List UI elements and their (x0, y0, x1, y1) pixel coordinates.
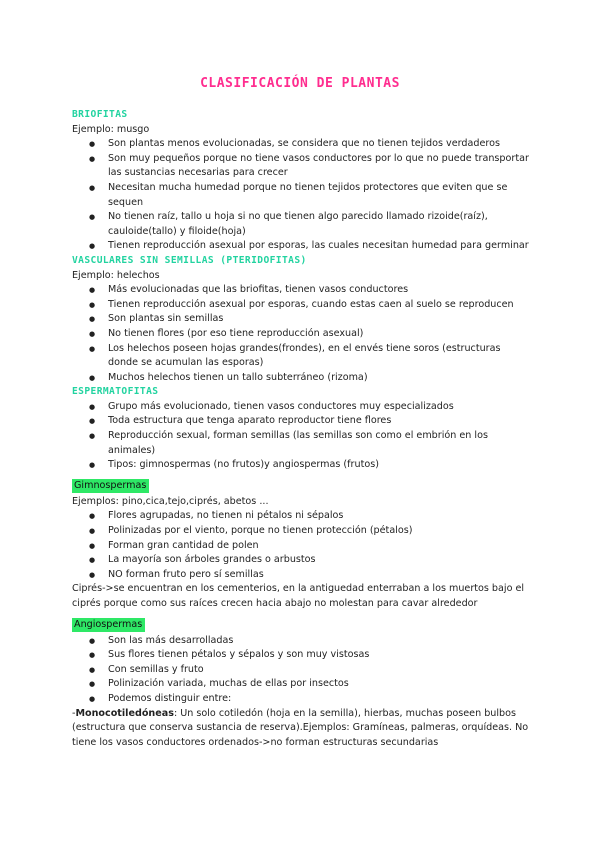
list-item: ● Son las más desarrolladas (72, 634, 532, 649)
monocotiledoneas-paragraph (72, 707, 532, 751)
list-espermatofitas (72, 400, 532, 473)
mono-prefix: - (72, 707, 76, 719)
list-item: ● Polinización variada, muchas de ellas por insectos (72, 677, 532, 692)
heading-briofitas: BRIOFITAS (72, 109, 128, 120)
list-angiospermas (72, 634, 532, 707)
list-item: ● Forman gran cantidad de polen (72, 539, 532, 554)
page-title: CLASIFICACIÓN DE PLANTAS (200, 76, 400, 91)
list-item: ● Tienen reproducción asexual por esporas, cuando estas caen al suelo se reproducen (72, 298, 532, 313)
list-item: ● Con semillas y fruto (72, 663, 532, 678)
heading-angiospermas-wrap (72, 618, 532, 634)
list-gimnospermas (72, 509, 532, 582)
list-briofitas (72, 137, 532, 254)
list-item: ● Muchos helechos tienen un tallo subterráneo (rizoma) (72, 371, 532, 386)
list-item: ● Flores agrupadas, no tienen ni pétalos ni sépalos (72, 509, 532, 524)
list-item: ● Reproducción sexual, forman semillas (las semillas son como el embrión en los animales) (72, 429, 532, 458)
list-vasculares (72, 283, 532, 385)
heading-gimnospermas: Gimnospermas (72, 479, 149, 493)
list-item: ● No tienen raíz, tallo u hoja si no que tienen algo parecido llamado rizoide(raíz), cauloide(tallo) y filoide(hoja) (72, 210, 532, 239)
list-item: ● Polinizadas por el viento, porque no tienen protección (pétalos) (72, 524, 532, 539)
list-item: ● Son plantas sin semillas (72, 312, 532, 327)
heading-gimnospermas-wrap (72, 479, 532, 495)
example-vasculares: Ejemplo: helechos (72, 269, 160, 281)
heading-vasculares: VASCULARES SIN SEMILLAS (PTERIDOFITAS) (72, 254, 307, 266)
list-item: ● Más evolucionadas que las briofitas, tienen vasos conductores (72, 283, 532, 298)
heading-angiospermas: Angiospermas (72, 618, 145, 632)
heading-espermatofitas: ESPERMATOFITAS (72, 386, 159, 398)
list-item: ● Los helechos poseen hojas grandes(frondes), en el envés tiene soros (estructuras donde se acumulan las esporas) (72, 342, 532, 371)
example-gimnospermas: Ejemplos: pino,cica,tejo,ciprés, abetos ... (72, 495, 269, 507)
list-item: ● NO forman fruto pero sí semillas (72, 568, 532, 583)
list-item: ● No tienen flores (por eso tiene reproducción asexual) (72, 327, 532, 342)
list-item: ● Necesitan mucha humedad porque no tienen tejidos protectores que eviten que se sequen (72, 181, 532, 210)
list-item: ● Son plantas menos evolucionadas, se considera que no tienen tejidos verdaderos (72, 137, 532, 152)
list-item: ● Podemos distinguir entre: (72, 692, 532, 707)
list-item: ● La mayoría son árboles grandes o arbustos (72, 553, 532, 568)
list-item: ● Tienen reproducción asexual por esporas, las cuales necesitan humedad para germinar (72, 239, 532, 254)
note-cipres: Ciprés->se encuentran en los cementerios, en la antiguedad enterraban a los muertos bajo el ciprés porque como sus raíces crecen hacia abajo no molestan para cavar alrededor (72, 583, 525, 609)
mono-text: : Un solo cotiledón (hoja en la semilla), hierbas, muchas poseen bulbos (estructura que conserva sustancia de reserva).Ejemplos: Gramíneas, palmeras, orquídeas. No tiene los vasos conductores ordenados->no forman estructuras secundarias (72, 707, 529, 748)
list-item: ● Grupo más evolucionado, tienen vasos conductores muy especializados (72, 400, 532, 415)
mono-label: Monocotiledóneas (75, 707, 174, 719)
list-item: ● Son muy pequeños porque no tiene vasos conductores por lo que no puede transportar las sustancias necesarias para crecer (72, 152, 532, 181)
example-briofitas: Ejemplo: musgo (72, 123, 150, 135)
list-item: ● Sus flores tienen pétalos y sépalos y son muy vistosas (72, 648, 532, 663)
list-item: ● Tipos: gimnospermas (no frutos)y angiospermas (frutos) (72, 458, 532, 473)
document-body (72, 108, 532, 750)
list-item: ● Toda estructura que tenga aparato reproductor tiene flores (72, 414, 532, 429)
